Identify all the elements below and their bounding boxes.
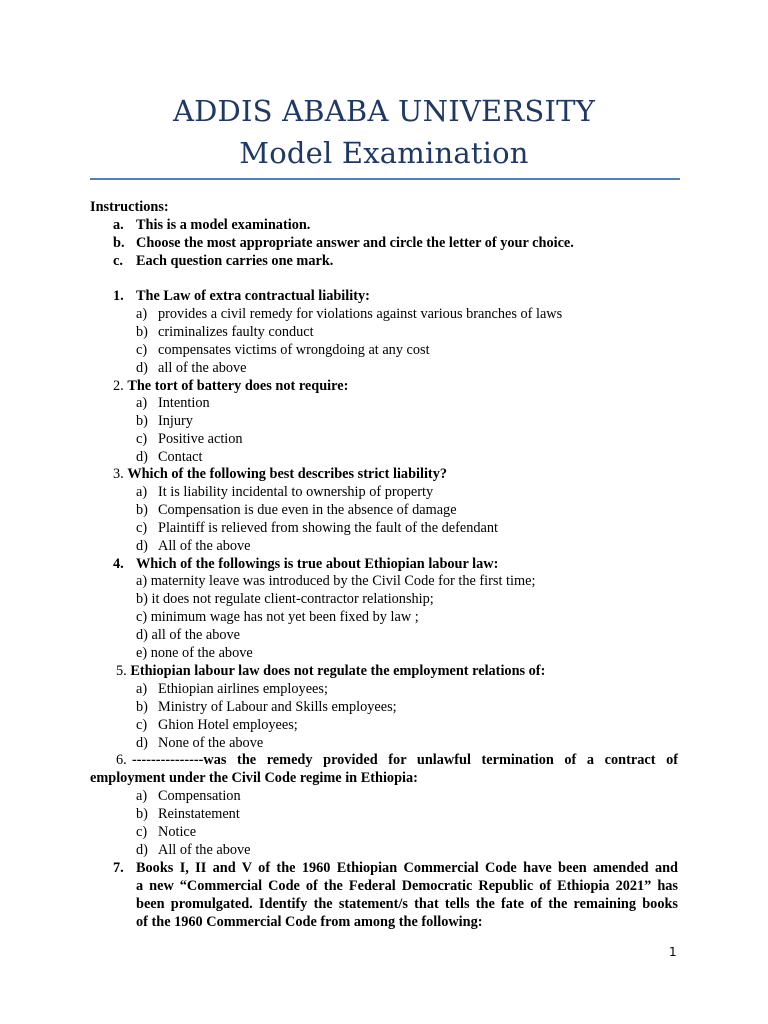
instructions-heading: Instructions:: [90, 199, 169, 215]
question-7-number: 7.: [113, 860, 124, 876]
question-1-option-a: a) provides a civil remedy for violations against various branches of laws: [136, 306, 563, 322]
page-number: 1: [669, 945, 677, 959]
question-6-line-2: employment under the Civil Code regime in Ethiopia:: [90, 770, 418, 786]
question-4-option-a: a) maternity leave was introduced by the Civil Code for the first time;: [136, 573, 536, 589]
question-3-option-d: d) All of the above: [136, 538, 251, 554]
question-2: 2. The tort of battery does not require:: [113, 378, 349, 394]
question-7-line-4: of the 1960 Commercial Code from among the following:: [136, 914, 483, 930]
question-6-option-d: d) All of the above: [136, 842, 251, 858]
question-6-option-c: c) Notice: [136, 824, 197, 840]
question-3: 3. Which of the following best describes strict liability?: [113, 466, 447, 482]
question-5-option-c: c) Ghion Hotel employees;: [136, 717, 298, 733]
question-7-line-3: been promulgated. Identify the statement/s that tells the fate of the remaining books: [136, 896, 678, 912]
question-3-option-c: c) Plaintiff is relieved from showing the fault of the defendant: [136, 520, 498, 536]
instruction-item: c. Each question carries one mark.: [113, 253, 334, 269]
exam-title: Model Examination: [239, 136, 529, 170]
question-5-option-b: b) Ministry of Labour and Skills employees;: [136, 699, 397, 715]
question-6-number: 6.: [116, 752, 127, 768]
question-6-option-b: b) Reinstatement: [136, 806, 240, 822]
question-6-option-a: a) Compensation: [136, 788, 241, 804]
title-divider: [90, 178, 680, 180]
question-3-option-b: b) Compensation is due even in the absence of damage: [136, 502, 457, 518]
question-7-line-1: Books I, II and V of the 1960 Ethiopian Commercial Code have been amended and: [136, 860, 678, 876]
question-7-line-2: a new “Commercial Code of the Federal Democratic Republic of Ethiopia 2021” has: [136, 878, 678, 894]
question-4-option-b: b) it does not regulate client-contractor relationship;: [136, 591, 434, 607]
question-2-option-a: a) Intention: [136, 395, 210, 411]
question-1-option-c: c) compensates victims of wrongdoing at any cost: [136, 342, 430, 358]
question-5-option-a: a) Ethiopian airlines employees;: [136, 681, 328, 697]
question-4-option-c: c) minimum wage has not yet been fixed by law ;: [136, 609, 419, 625]
question-5: 5. Ethiopian labour law does not regulate the employment relations of:: [116, 663, 546, 679]
question-4: 4. Which of the followings is true about Ethiopian labour law:: [113, 556, 499, 572]
question-4-option-e: e) none of the above: [136, 645, 253, 661]
question-5-option-d: d) None of the above: [136, 735, 264, 751]
question-6-line-1: ---------------was the remedy provided for unlawful termination of a contract of: [132, 752, 678, 768]
university-title: ADDIS ABABA UNIVERSITY: [172, 94, 596, 128]
question-2-option-c: c) Positive action: [136, 431, 243, 447]
question-4-option-d: d) all of the above: [136, 627, 241, 643]
instruction-item: b. Choose the most appropriate answer and circle the letter of your choice.: [113, 235, 574, 251]
question-3-option-a: a) It is liability incidental to ownership of property: [136, 484, 434, 500]
question-1-option-b: b) criminalizes faulty conduct: [136, 324, 314, 340]
question-1: 1. The Law of extra contractual liability:: [113, 288, 370, 304]
question-2-option-d: d) Contact: [136, 449, 203, 465]
instruction-item: a. This is a model examination.: [113, 217, 311, 233]
question-2-option-b: b) Injury: [136, 413, 193, 429]
question-1-option-d: d) all of the above: [136, 360, 247, 376]
